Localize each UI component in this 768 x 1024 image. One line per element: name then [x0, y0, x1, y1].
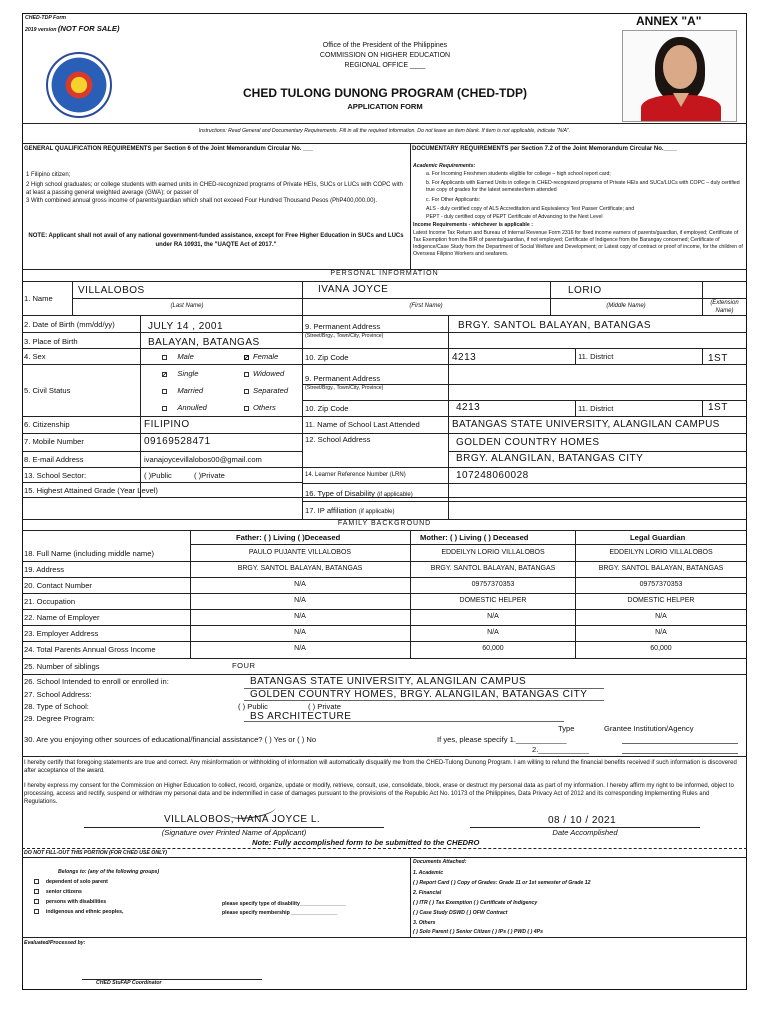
general-item-2: 2 High school graduates; or college students with earned units in CHED-recognized programs of Private HEIs, SUCs or LUCs with COPC with at least a passing general weighted average (GWA); or passer of — [26, 182, 403, 196]
ched-seal — [46, 52, 112, 118]
instructions: Instructions: Read General and Documentary Requirements. Fill in all the required information. Do not leave an item blank. If item is not applicable, indicate "N/A". — [198, 128, 571, 134]
group-senior-citizens[interactable]: senior citizens — [34, 889, 82, 895]
family-row-label: 19. Address — [24, 565, 65, 574]
mother-value[interactable]: BRGY. SANTOL BALAYAN, BATANGAS — [430, 565, 556, 572]
mother-value[interactable]: DOMESTIC HELPER — [459, 597, 527, 604]
pob-value[interactable]: BALAYAN, BATANGAS — [148, 337, 260, 348]
form-title: CHED TULONG DUNONG PROGRAM (CHED-TDP) — [243, 86, 527, 100]
form-version: 2019 version (NOT FOR SALE) — [25, 24, 120, 33]
father-value[interactable]: N/A — [294, 629, 306, 636]
consent-text: I hereby express my consent for the Commission on Higher Education to collect, record, organize, update or modify, retrieve, consult, use, consolidate, block, erase or destruct my personal data as part of my information. I hereby affirm my right to be informed, object to processing, access and rectify, suspend or withdraw my personal data and be indemnified in case of damages pursuant to the provisions of the Republic Act No. 10173 of the Philippines, Data Privacy Act of 2012 and its corresponding Implementing Rules and Regulations. — [24, 783, 734, 805]
annex-label: ANNEX "A" — [636, 14, 702, 28]
permanent-address-2-label: 9. Permanent Address — [305, 374, 381, 383]
middle-name-value[interactable]: LORIO — [568, 285, 602, 296]
guardian-heading: Legal Guardian — [630, 533, 686, 542]
doc-academic-options[interactable]: ( ) Report Card ( ) Copy of Grades: Grade 11 or 1st semester of Grade 12 — [413, 880, 591, 886]
district-label: 11. District — [578, 352, 614, 361]
other-assistance-question: 30. Are you enjoying other sources of educational/financial assistance? ( ) Yes or ( ) No — [24, 735, 317, 744]
group-solo-parent[interactable]: dependent of solo parent — [34, 879, 108, 885]
office-use-heading: DO NOT FILL-OUT THIS PORTION (FOR CHED USE ONLY) — [24, 850, 168, 856]
sector-public-option[interactable]: ( )Public — [144, 471, 172, 480]
belongs-to-label: Belongs to: (any of the following groups) — [58, 869, 160, 875]
school-address-value-1[interactable]: GOLDEN COUNTRY HOMES — [456, 437, 600, 448]
civil-married-option[interactable]: Married — [162, 386, 203, 395]
family-row-label: 24. Total Parents Annual Gross Income — [24, 645, 156, 654]
certification-text: I hereby certify that foregoing statements are true and correct. Any misinformation or withholding of information will automatically disqualify me from the CHED-Tulong Dunong Program. I am willing to refund the financial benefits received if such information is discovered after acceptance of the award. — [24, 760, 737, 774]
doc-pept: PEPT - duly certified copy of PEPT Certificate of Advancing to the Next Level — [426, 214, 603, 220]
mother-value[interactable]: EDDEILYN LORIO VILLALOBOS — [441, 549, 545, 556]
doc-b: b. For Applicants with Earned Units in college in CHED-recognized programs of Private HEIs and SUCs/LUCs with COPC – duly certified true copy of grades for the latest semester/term attended — [426, 180, 740, 193]
sex-female-option[interactable]: Female — [244, 352, 278, 361]
table-row-divider — [22, 593, 747, 594]
doc-others-options[interactable]: ( ) Solo Parent ( ) Senior Citizen ( ) IPs ( ) PWD ( ) 4Ps — [413, 929, 543, 935]
mother-value[interactable]: N/A — [487, 629, 499, 636]
middle-name-caption: (Middle Name) — [606, 303, 646, 309]
doc-c: c. For Other Applicants: — [426, 197, 481, 203]
first-name-value[interactable]: IVANA JOYCE — [318, 284, 389, 295]
mobile-label: 7. Mobile Number — [24, 437, 84, 446]
father-value[interactable]: N/A — [294, 581, 306, 588]
group-pwd[interactable]: persons with disabilities — [34, 899, 106, 905]
applicant-signed-name[interactable]: VILLALOBOS, IVANA JOYCE L. — [164, 814, 321, 825]
applicant-photo — [622, 30, 737, 122]
general-item-1: 1 Filipino citizen; — [26, 172, 71, 178]
guardian-value[interactable]: 60,000 — [650, 645, 672, 652]
checkbox-checked-icon — [244, 355, 249, 360]
family-row-label: 23. Employer Address — [24, 629, 99, 638]
academic-requirements: Academic Requirements: — [413, 163, 476, 169]
school-type-label: 28. Type of School: — [24, 702, 89, 711]
district-value[interactable]: 1ST — [708, 353, 728, 364]
table-row-divider — [22, 625, 747, 626]
father-value[interactable]: BRGY. SANTOL BALAYAN, BATANGAS — [237, 565, 363, 572]
school-last-value[interactable]: BATANGAS STATE UNIVERSITY, ALANGILAN CAMPUS — [452, 419, 720, 430]
siblings-label: 25. Number of siblings — [24, 662, 100, 671]
date-accomplished-value[interactable]: 08 / 10 / 2021 — [548, 815, 617, 826]
if-yes-specify: If yes, please specify 1.____________ — [437, 735, 567, 744]
table-row-divider — [22, 561, 747, 562]
doc-a: a. For Incoming Freshmen students eligible for college – high school report card; — [426, 171, 611, 177]
pob-label: 3. Place of Birth — [24, 337, 78, 346]
siblings-value[interactable]: FOUR — [232, 661, 256, 670]
extension-name-caption: (Extension Name) — [710, 300, 739, 314]
email-label: 8. E-mail Address — [24, 455, 84, 464]
intended-school-label: 26. School Intended to enroll or enrolled in: — [24, 677, 169, 686]
grade-label: 15. Highest Attained Grade (Year Level) — [24, 486, 158, 495]
zip-label: 10. Zip Code — [305, 353, 349, 362]
grantee-column-label: Grantee Institution/Agency — [604, 724, 694, 733]
checkbox-icon — [244, 389, 249, 394]
type-private-option[interactable]: ( ) Private — [308, 702, 341, 711]
family-row-label: 21. Occupation — [24, 597, 76, 606]
general-requirements-heading: GENERAL QUALIFICATION REQUIREMENTS per Section 6 of the Joint Memorandum Circular No. ___ — [24, 146, 314, 152]
father-value[interactable]: N/A — [294, 613, 306, 620]
first-name-caption: (First Name) — [409, 303, 443, 309]
email-value[interactable]: ivanajoycevillalobos00@gmail.com — [144, 455, 262, 464]
father-value[interactable]: N/A — [294, 597, 306, 604]
ip-label: 17. IP affiliation (if applicable) — [305, 506, 395, 515]
father-value[interactable]: N/A — [294, 645, 306, 652]
sector-private-option[interactable]: ( )Private — [194, 471, 225, 480]
checkbox-checked-icon — [162, 372, 167, 377]
permanent-address-2-sub: (Street/Brgy., Town/City, Province) — [305, 385, 384, 391]
civil-single-option[interactable]: Single — [162, 369, 198, 378]
documents-attached-heading: Documents Attached: — [413, 859, 467, 865]
evaluated-by-label: Evaluated/Processed by: — [24, 940, 86, 946]
type-column-label: Type — [558, 724, 575, 733]
signature-caption: (Signature over Printed Name of Applicant) — [161, 828, 307, 837]
table-row-divider — [22, 577, 747, 578]
permanent-address-value[interactable]: BRGY. SANTOL BALAYAN, BATANGAS — [458, 320, 652, 331]
intended-school-value[interactable]: BATANGAS STATE UNIVERSITY, ALANGILAN CAMPUS — [250, 676, 527, 687]
mobile-value[interactable]: 09169528471 — [144, 436, 211, 447]
office-line-2: COMMISSION ON HIGHER EDUCATION — [319, 52, 451, 59]
zip-2-label: 10. Zip Code — [305, 404, 349, 413]
intended-address-value[interactable]: GOLDEN COUNTRY HOMES, BRGY. ALANGILAN, BATANGAS CITY — [250, 689, 588, 700]
citizenship-label: 6. Citizenship — [24, 420, 70, 429]
mother-value[interactable]: 60,000 — [482, 645, 504, 652]
district-2-value[interactable]: 1ST — [708, 402, 728, 413]
guardian-value[interactable]: N/A — [655, 629, 667, 636]
checkbox-icon — [34, 879, 39, 884]
family-row-label: 18. Full Name (including middle name) — [24, 549, 154, 558]
checkbox-icon — [162, 406, 167, 411]
guardian-value[interactable]: 09757370353 — [639, 581, 683, 588]
date-caption: Date Accomplished — [552, 828, 618, 837]
doc-financial: 2. Financial — [413, 890, 442, 896]
guardian-value[interactable]: BRGY. SANTOL BALAYAN, BATANGAS — [598, 565, 724, 572]
guardian-value[interactable]: EDDEILYN LORIO VILLALOBOS — [609, 549, 713, 556]
father-heading: Father: ( ) Living ( )Deceased — [236, 533, 341, 542]
district-2-label: 11. District — [578, 404, 614, 413]
civil-status-label: 5. Civil Status — [24, 386, 71, 395]
coordinator-label: CHED StuFAP Coordinator — [96, 980, 162, 986]
degree-label: 29. Degree Program: — [24, 714, 95, 723]
checkbox-icon — [162, 355, 167, 360]
school-sector-label: 13. School Sector: — [24, 471, 87, 480]
office-line-1: Office of the President of the Philippines — [322, 42, 448, 49]
zip-value[interactable]: 4213 — [452, 352, 477, 363]
family-row-label: 22. Name of Employer — [24, 613, 100, 622]
intended-address-label: 27. School Address: — [24, 690, 92, 699]
last-name-caption: (Last Name) — [170, 303, 204, 309]
dob-value[interactable]: JULY 14 , 2001 — [148, 321, 224, 332]
general-item-3: 3 With combined annual gross income of parents/guardian which shall not exceed Four Hundred Thousand Pesos (PhP400,000.00). — [26, 198, 378, 204]
permanent-address-label: 9. Permanent Address — [305, 322, 381, 331]
school-address-label: 12. School Address — [305, 435, 371, 444]
zip-2-value[interactable]: 4213 — [456, 402, 481, 413]
civil-separated-option[interactable]: Separated — [244, 386, 288, 395]
dob-label: 2. Date of Birth (mm/dd/yy) — [24, 320, 115, 329]
office-line-3: REGIONAL OFFICE ____ — [344, 62, 426, 69]
sex-label: 4. Sex — [24, 352, 46, 361]
school-address-value-2[interactable]: BRGY. ALANGILAN, BATANGAS CITY — [456, 453, 644, 464]
checkbox-icon — [34, 889, 39, 894]
form-number: CHED-TDP Form — [25, 15, 67, 21]
disability-specify: please specify type of disability________________ — [222, 901, 347, 907]
mother-value[interactable]: N/A — [487, 613, 499, 620]
lrn-value[interactable]: 107248060028 — [456, 470, 529, 481]
family-heading: FAMILY BACKGROUND — [337, 520, 432, 527]
father-value[interactable]: PAULO PUJANTE VILLALOBOS — [248, 549, 352, 556]
mother-value[interactable]: 09757370353 — [471, 581, 515, 588]
checkbox-icon — [34, 909, 39, 914]
if-yes-specify-2: 2.____________ — [532, 745, 590, 754]
guardian-value[interactable]: N/A — [655, 613, 667, 620]
doc-academic: 1. Academic — [413, 870, 444, 876]
doc-als: ALS - duly certified copy of ALS Accreditation and Equivalency Test Passer Certificate; and — [426, 206, 635, 212]
doc-financial-options-2[interactable]: ( ) Case Study DSWD ( ) OFW Contract — [413, 910, 508, 916]
civil-annulled-option[interactable]: Annulled — [162, 403, 207, 412]
general-note: NOTE: Applicant shall not avail of any national government-funded assistance, except for Free Higher Education in SUCs and LUCs under RA 10931, the "UAQTE Act of 2017." — [28, 233, 404, 248]
income-requirements-heading: Income Requirements - whichever is applicable : — [413, 222, 533, 228]
lrn-label: 14. Learner Reference Number (LRN) — [305, 472, 406, 478]
civil-widowed-option[interactable]: Widowed — [244, 369, 284, 378]
checkbox-icon — [34, 899, 39, 904]
table-row-divider — [22, 609, 747, 610]
checkbox-icon — [244, 406, 249, 411]
family-row-label: 20. Contact Number — [24, 581, 92, 590]
submission-note: Note: Fully accomplished form to be submitted to the CHEDRO — [252, 838, 480, 847]
guardian-value[interactable]: DOMESTIC HELPER — [627, 597, 695, 604]
income-requirements: Latest Income Tax Return and Bureau of Internal Revenue Form 2316 for fixed income earners of parents/guardian, if employed; Certificate of Tax Exemption from the BIR of parents/guardian, if not employed; Certificate of Indigence from the Barangay concerned; Certificate of Indigence/Case Study from the Department of Social Welfare and Development; or Latest copy of contract or proof of income, for the children of Overseas Filipino Workers and seafarers. — [413, 230, 743, 257]
civil-others-option[interactable]: Others — [244, 403, 276, 412]
group-indigenous[interactable]: indigenous and ethnic peoples, — [34, 909, 123, 915]
doc-others: 3. Others — [413, 920, 436, 926]
last-name-value[interactable]: VILLALOBOS — [78, 285, 145, 296]
doc-financial-options-1[interactable]: ( ) ITR ( ) Tax Exemption ( ) Certificate of Indigency — [413, 900, 538, 906]
checkbox-icon — [162, 389, 167, 394]
personal-info-heading: PERSONAL INFORMATION — [330, 270, 439, 277]
membership-specify: please specify membership ________________ — [222, 910, 338, 916]
documentary-heading: DOCUMENTARY REQUIREMENTS per Section 7.2 of the Joint Memorandum Circular No.____ — [412, 146, 677, 152]
table-row-divider — [22, 641, 747, 642]
mother-heading: Mother: ( ) Living ( ) Deceased — [420, 533, 529, 542]
degree-value[interactable]: BS ARCHITECTURE — [250, 711, 352, 722]
permanent-address-sub: (Street/Brgy., Town/City, Province) — [305, 333, 384, 339]
citizenship-value[interactable]: FILIPINO — [144, 419, 190, 430]
disability-label: 16. Type of Disability (if applicable) — [305, 489, 413, 498]
sex-male-option[interactable]: Male — [162, 352, 194, 361]
checkbox-icon — [244, 372, 249, 377]
name-label: 1. Name — [24, 294, 53, 303]
school-last-label: 11. Name of School Last Attended — [305, 420, 420, 429]
type-public-option[interactable]: ( ) Public — [238, 702, 268, 711]
form-subtitle: APPLICATION FORM — [347, 102, 423, 111]
